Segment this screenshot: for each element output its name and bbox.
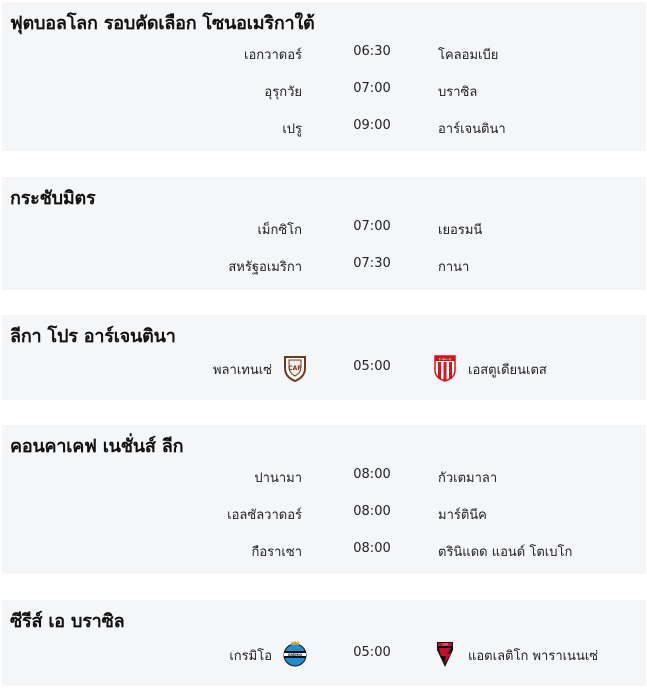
svg-text:GRÊMIO: GRÊMIO: [287, 652, 303, 657]
competition-title[interactable]: กระชับมิตร: [10, 188, 96, 209]
match-row[interactable]: [2, 461, 646, 491]
home-team[interactable]: เอลซัลวาดอร์: [227, 508, 302, 523]
kickoff-time: 08:00: [353, 504, 391, 519]
away-team[interactable]: โคลอมเบีย: [438, 48, 499, 63]
home-team[interactable]: กือราเซา: [251, 545, 302, 560]
away-team[interactable]: อาร์เจนตินา: [438, 122, 506, 137]
away-team[interactable]: กานา: [438, 260, 470, 275]
match-row[interactable]: [2, 112, 646, 142]
match-row[interactable]: [2, 250, 646, 280]
competition-title[interactable]: ลีกา โปร อาร์เจนตินา: [10, 326, 176, 347]
match-row[interactable]: [2, 535, 646, 565]
estudiantes-crest-icon: [432, 354, 458, 382]
away-team[interactable]: ตรินิแดด แอนด์ โตเบโก: [438, 545, 573, 560]
match-row[interactable]: [2, 38, 646, 68]
away-team[interactable]: แอตเลติโก พาราเนนเซ่: [468, 649, 599, 664]
away-team[interactable]: กัวเตมาลา: [438, 471, 498, 486]
competition-section: [2, 425, 646, 574]
away-team[interactable]: เยอรมนี: [438, 223, 483, 238]
kickoff-time: 07:00: [353, 219, 391, 234]
home-team[interactable]: ปานามา: [254, 471, 302, 486]
svg-text:E.de.L.P.: E.de.L.P.: [438, 357, 452, 361]
home-team[interactable]: สหรัฐอเมริกา: [228, 260, 302, 275]
home-team[interactable]: เกรมิโอ: [229, 649, 272, 664]
home-team[interactable]: เปรู: [282, 122, 302, 137]
svg-text:CAP: CAP: [288, 365, 302, 372]
kickoff-time: 07:00: [353, 81, 391, 96]
competition-title[interactable]: คอนคาเคฟ เนชั่นส์ ลีก: [10, 436, 184, 457]
platense-crest-icon: [282, 354, 308, 382]
kickoff-time: 06:30: [353, 44, 391, 59]
match-row[interactable]: [2, 498, 646, 528]
competition-section: [2, 177, 646, 290]
competition-section: [2, 600, 646, 686]
kickoff-time: 07:30: [353, 256, 391, 271]
away-team[interactable]: มาร์ตินีค: [438, 508, 487, 523]
competition-section: [2, 315, 646, 400]
away-team[interactable]: เอสตูเดียนเตส: [468, 363, 547, 378]
kickoff-time: 05:00: [353, 359, 391, 374]
home-team[interactable]: อุรุกวัย: [264, 85, 302, 100]
home-team[interactable]: เอกวาดอร์: [244, 48, 302, 63]
gremio-crest-icon: [282, 640, 308, 668]
athletico-paranaense-crest-icon: [432, 640, 458, 668]
match-row[interactable]: [2, 353, 646, 383]
competition-title[interactable]: ซีรีส์ เอ บราซิล: [10, 611, 125, 632]
match-row[interactable]: [2, 639, 646, 669]
competition-section: [2, 2, 646, 151]
away-team[interactable]: บราซิล: [438, 85, 478, 100]
svg-text:CAP: CAP: [442, 642, 448, 647]
match-row[interactable]: [2, 213, 646, 243]
kickoff-time: 09:00: [353, 118, 391, 133]
match-row[interactable]: [2, 75, 646, 105]
home-team[interactable]: เม็กซิโก: [257, 223, 302, 238]
kickoff-time: 08:00: [353, 467, 391, 482]
kickoff-time: 08:00: [353, 541, 391, 556]
competition-title[interactable]: ฟุตบอลโลก รอบคัดเลือก โซนอเมริกาใต้: [10, 13, 315, 34]
home-team[interactable]: พลาเทนเซ่: [212, 363, 272, 378]
kickoff-time: 05:00: [353, 645, 391, 660]
